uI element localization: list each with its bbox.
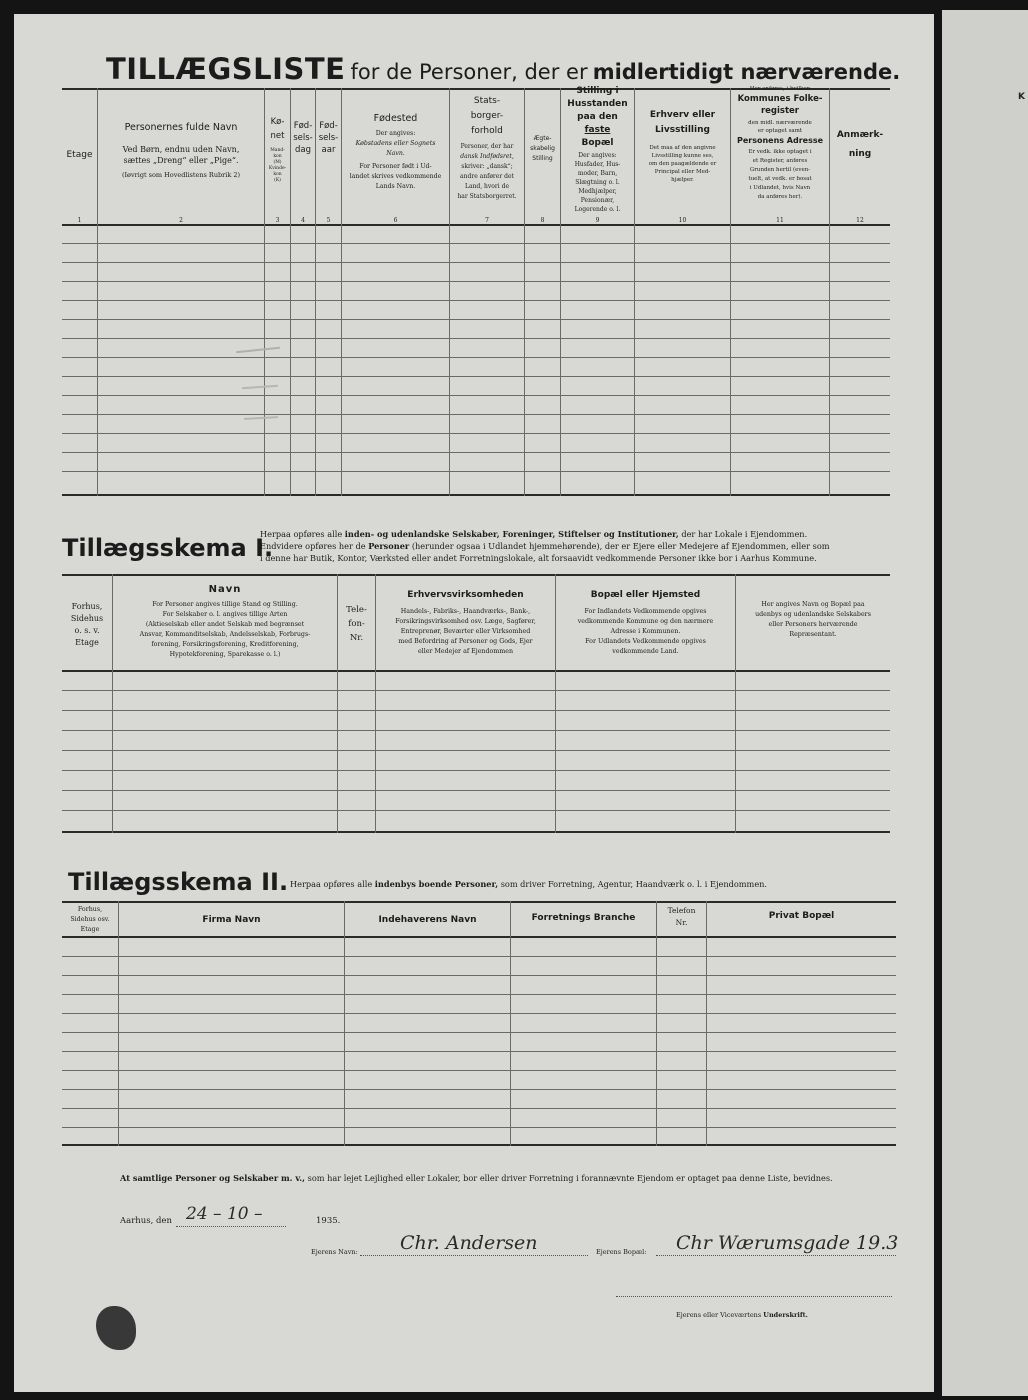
signature-label (676, 1312, 808, 1319)
title-emph: midlertidigt nærværende. (592, 60, 901, 84)
pencil-mark (236, 347, 280, 354)
col-7-number: 7 (485, 217, 489, 224)
col-birthplace-head: Fødested (373, 113, 418, 124)
owner-name-handwritten: Chr. Andersen (400, 1232, 538, 1254)
col-4-number: 4 (301, 217, 305, 224)
col-birthyear-head-3: aar (321, 145, 336, 155)
col-household-head-1: Stilling i (576, 86, 619, 96)
s2-phone-line-1: Telefon (667, 906, 696, 915)
col-6-number: 6 (393, 217, 398, 224)
col-register-note-8: i Udlandet, hvis Navn (749, 185, 811, 191)
s1-col1-line-1: Forhus, (71, 602, 103, 611)
col-citizenship-head-3: forhold (471, 126, 503, 136)
col-household-head-2: Husstanden (567, 99, 628, 109)
s2-phone-line-2: Nr. (675, 918, 688, 927)
s2-col1-line-2: Sidehus osv. (70, 916, 110, 923)
col-citizenship-head-2: borger- (470, 111, 504, 121)
col-12-number: 12 (856, 217, 864, 224)
date-handwritten: 24 – 10 – (186, 1204, 263, 1224)
s2-owner-name-head: Indehaverens Navn (378, 915, 477, 925)
col-10-number: 10 (678, 217, 687, 224)
pencil-mark (244, 416, 278, 420)
col-sex-note-1: Mand- (270, 148, 285, 153)
s1-representative-note-1: Her angives Navn og Bopæl paa (761, 601, 865, 608)
s1-residence-head: Bopæl eller Hjemsted (590, 590, 701, 600)
col-occupation-note-5: hjælper. (671, 177, 694, 183)
col-register-note-5: et Register, anføres (752, 158, 808, 164)
col-household-head-5: Bopæl (581, 138, 614, 148)
col-occupation-head-2: Livsstilling (655, 125, 710, 135)
s1-phone-line-3: Nr. (349, 633, 364, 643)
title-bold: TILLÆGSLISTE (106, 52, 346, 86)
owner-address-label: Ejerens Bopæl: (596, 1248, 647, 1256)
col-citizenship-note-5: Land, hvori de (464, 183, 510, 190)
col-occupation-head-1: Erhverv eller (649, 110, 716, 120)
s1-business-note-2: Forsikringsvirksomhed osv. Læge, Sagfører, (395, 618, 536, 625)
s1-business-note-1: Handels-, Fabriks-, Haandværks-, Bank-, (400, 608, 531, 615)
s1-name-note-4: Ansvar, Kommanditselskab, Andelsselskab, Forbrugs- (139, 631, 311, 638)
schema2-intro-a: Herpaa opføres alle (290, 879, 373, 889)
col-birthplace-note-4: For Personer født i Ud- (359, 163, 432, 170)
s1-name-note-2: For Selskaber o. l. angives tillige Arten (162, 611, 288, 618)
s1-residence-note-4: For Udlandets Vedkommende opgives (585, 638, 706, 645)
owner-name-line (360, 1255, 588, 1256)
schema2-intro-b: indenbys boende Personer, (374, 879, 499, 889)
signature-label-b: Underskrift. (763, 1311, 808, 1319)
schema1-intro-line-2 (260, 542, 830, 551)
schema2-title: Tillægsskema II. (68, 868, 289, 896)
col-sex-note-2: kon (273, 154, 282, 159)
s2-branch-head: Forretnings Branche (531, 913, 636, 923)
col-occupation-note-3: om den paagældende er (648, 161, 717, 167)
col-remarks-head-2: ning (848, 149, 872, 159)
col-occupation-note-1: Det maa af den angivne (649, 145, 716, 151)
date-line (176, 1226, 286, 1227)
col-household-note-5: Medhjælper, (578, 188, 617, 195)
col-register-note-9: da anføres her). (757, 194, 803, 200)
col-birthplace-note-3: Navn. (386, 150, 405, 157)
col-citizenship-note-3: skriver: „dansk“; (461, 163, 513, 170)
s1-residence-note-2: vedkommende Kommune og den nærmere (577, 618, 714, 625)
s1-name-note-5: forening, Forsikringsforening, Kreditforening, (151, 641, 299, 648)
col-marital-head-1: Ægte- (533, 135, 552, 142)
signature-label-a: Ejerens eller Viceværtens (676, 1311, 762, 1319)
col-occupation-note-2: Livsstilling kunne ses, (651, 153, 714, 159)
col-register-note-1: Her anføres, i hvilken (749, 86, 811, 92)
col-birthyear-head-1: Fød- (319, 121, 338, 131)
col-birthplace-note-1: Der angives: (375, 130, 416, 137)
pencil-mark (242, 385, 278, 390)
col-register-note-2: den midl. nærværende (748, 120, 812, 126)
s1-col1-line-2: Sidehus (70, 614, 104, 623)
s2-firm-name-head: Firma Navn (202, 915, 261, 925)
col-marital-head-2: skabelig (530, 145, 555, 152)
s1-col1-line-4: Etage (75, 638, 99, 647)
s1-representative-note-2: udenbys og udenlandske Selskabers (755, 611, 871, 618)
col-register-note-7: tuelt, at vedk. er bosat (748, 176, 812, 182)
col-birthday-head-2: sels- (293, 133, 313, 143)
s2-private-address-head: Privat Bopæl (768, 911, 835, 921)
col-sex-note-4: Kvinde- (268, 166, 287, 171)
s1-representative-note-3: eller Personers herværende (768, 621, 858, 628)
col-register-note-6: Grunden hertil (even- (749, 167, 811, 173)
col-sex-note-3: (M) (273, 160, 282, 165)
col-marital-head-3: Stilling (532, 155, 553, 162)
attestation-a: At samtlige Personer og Selskaber m. v., (120, 1173, 306, 1183)
place-label: Aarhus, den (120, 1216, 172, 1226)
owner-address-line (656, 1255, 896, 1256)
col-1-number: 1 (77, 217, 82, 224)
adjacent-page (942, 10, 1028, 1396)
s1-business-note-4: med Befordring af Personer og Gods, Ejer (398, 638, 533, 645)
schema1-intro-2b: Personer (368, 541, 410, 551)
col-remarks-head-1: Anmærk- (836, 130, 884, 140)
ink-blot (96, 1306, 136, 1350)
col-sex-head-1: Kø- (270, 117, 285, 127)
col-citizenship-note-6: har Statsborgerret. (457, 193, 517, 200)
col-birthday-head-3: dag (295, 145, 311, 155)
main-title (106, 52, 900, 86)
col-birthplace-note-5: landet skrives vedkommende (349, 173, 442, 180)
s1-representative-note-4: Repræsentant. (789, 631, 837, 638)
col-etage-head: Etage (66, 150, 93, 160)
col-household-note-2: Husfader, Hus- (574, 161, 621, 168)
s2-col1-line-3: Etage (80, 926, 100, 933)
col-name-head: Personernes fulde Navn (124, 122, 238, 133)
col-birthplace-note-2: Købstadens eller Sognets (355, 140, 436, 147)
s1-name-head: Navn (208, 584, 242, 595)
col-register-note-4: Er vedk. ikke optaget i (748, 149, 812, 155)
schema1-intro-2c: (herunder ogsaa i Udlandet hjemmehørende), der er Ejere eller Medejere af Ejendommen, eller som (411, 541, 830, 551)
s1-residence-note-5: vedkommende Land. (612, 648, 679, 655)
s1-phone-line-1: Tele- (346, 605, 367, 615)
schema1-intro-1b: inden- og udenlandske Selskaber, Foreninger, Stiftelser og Institutioner, (344, 529, 679, 539)
col-household-note-1: Der angives: (578, 152, 617, 159)
title-rest: for de Personer, der er (350, 60, 588, 84)
owner-address-handwritten: Chr Wærumsgade 19.3 (676, 1232, 899, 1254)
s1-name-note-1: For Personer angives tillige Stand og Stilling. (152, 601, 298, 608)
s1-name-note-3: (Aktieselskab eller andet Selskab med begrænset (145, 621, 305, 628)
col-name-note-1: Ved Børn, endnu uden Navn, (122, 145, 240, 154)
col-birthyear-head-2: sels- (318, 133, 339, 143)
s1-business-note-3: Entreprenør, Beværter eller Virksomhed (400, 628, 531, 635)
schema2-intro-c: som driver Forretning, Agentur, Haandværk o. l. i Ejendommen. (500, 879, 768, 889)
schema1-intro-line-3: i denne har Butik, Kontor, Værksted eller andet Forretningslokale, alt forsaavidt vedkommende Personer ikke bor i Aarhus Kommune. (260, 553, 817, 563)
col-household-note-7: Logerende o. l. (574, 206, 621, 213)
col-register-head-1: Kommunes Folke- (737, 94, 823, 104)
col-birthplace-note-6: Lands Navn. (375, 183, 416, 190)
col-sex-head-2: net (270, 131, 285, 141)
schema1-intro-2a: Endvidere opføres her de (260, 541, 366, 551)
s1-name-note-6: Hypotekforening, Sparekasse o. l.) (169, 651, 281, 658)
col-sex-note-5: kon (273, 172, 282, 177)
col-name-note-2: sættes „Dreng“ eller „Pige“. (123, 156, 239, 165)
col-2-number: 2 (179, 217, 183, 224)
col-5-number: 5 (326, 217, 331, 224)
s2-col1-line-1: Forhus, (77, 906, 103, 913)
year: 1935. (316, 1216, 341, 1226)
col-register-head-2: register (760, 106, 800, 116)
col-household-head-4: faste (584, 125, 611, 135)
col-household-note-4: Slægtning o. l. (575, 179, 620, 186)
col-name-note-3: (Iøvrigt som Hovedlistens Rubrik 2) (121, 171, 241, 179)
s1-business-head: Erhvervsvirksomheden (407, 590, 524, 600)
attestation (120, 1174, 833, 1183)
col-occupation-note-4: Principal eller Med- (654, 169, 711, 175)
form-sheet (14, 14, 934, 1392)
owner-name-label: Ejerens Navn: (311, 1248, 358, 1256)
col-household-head-3: paa den (577, 112, 618, 122)
s1-residence-note-3: Adresse i Kommunen. (610, 628, 681, 635)
col-3-number: 3 (275, 217, 280, 224)
col-9-number: 9 (595, 217, 600, 224)
col-birthday-head-1: Fød- (293, 121, 313, 131)
s1-col1-line-3: o. s. v. (74, 626, 100, 635)
adjacent-page-letter: K (1018, 92, 1025, 102)
col-register-head-3: Personens Adresse (736, 136, 824, 145)
schema1-intro-1a: Herpaa opføres alle (260, 529, 343, 539)
col-citizenship-note-1: Personer, der har (460, 143, 514, 150)
schema1-title: Tillægsskema I. (62, 534, 274, 562)
col-household-note-3: moder, Barn, (577, 170, 618, 177)
col-8-number: 8 (540, 217, 545, 224)
col-sex-note-6: (K) (274, 178, 281, 183)
col-citizenship-head-1: Stats- (473, 96, 501, 106)
attestation-b: som har lejet Lejlighed eller Lokaler, bor eller driver Forretning i forannævnte Ejendom er optaget paa denne Liste, bevidnes. (307, 1173, 833, 1183)
schema2-intro (290, 880, 767, 889)
signature-line (616, 1296, 892, 1297)
col-citizenship-note-2: dansk Indfødsret, (460, 153, 514, 160)
col-citizenship-note-4: andre anfører det (460, 173, 514, 180)
s1-residence-note-1: For Indlandets Vedkommende opgives (584, 608, 707, 615)
s1-phone-line-2: fon- (348, 619, 365, 629)
s1-business-note-5: eller Medejer af Ejendommen (417, 648, 514, 655)
col-household-note-6: Pensionær, (580, 197, 615, 204)
col-register-note-3: er optaget samt (757, 128, 803, 134)
col-11-number: 11 (776, 217, 784, 224)
schema1-intro-line-1 (260, 530, 807, 539)
schema1-intro-1c: der har Lokale i Ejendommen. (681, 529, 808, 539)
